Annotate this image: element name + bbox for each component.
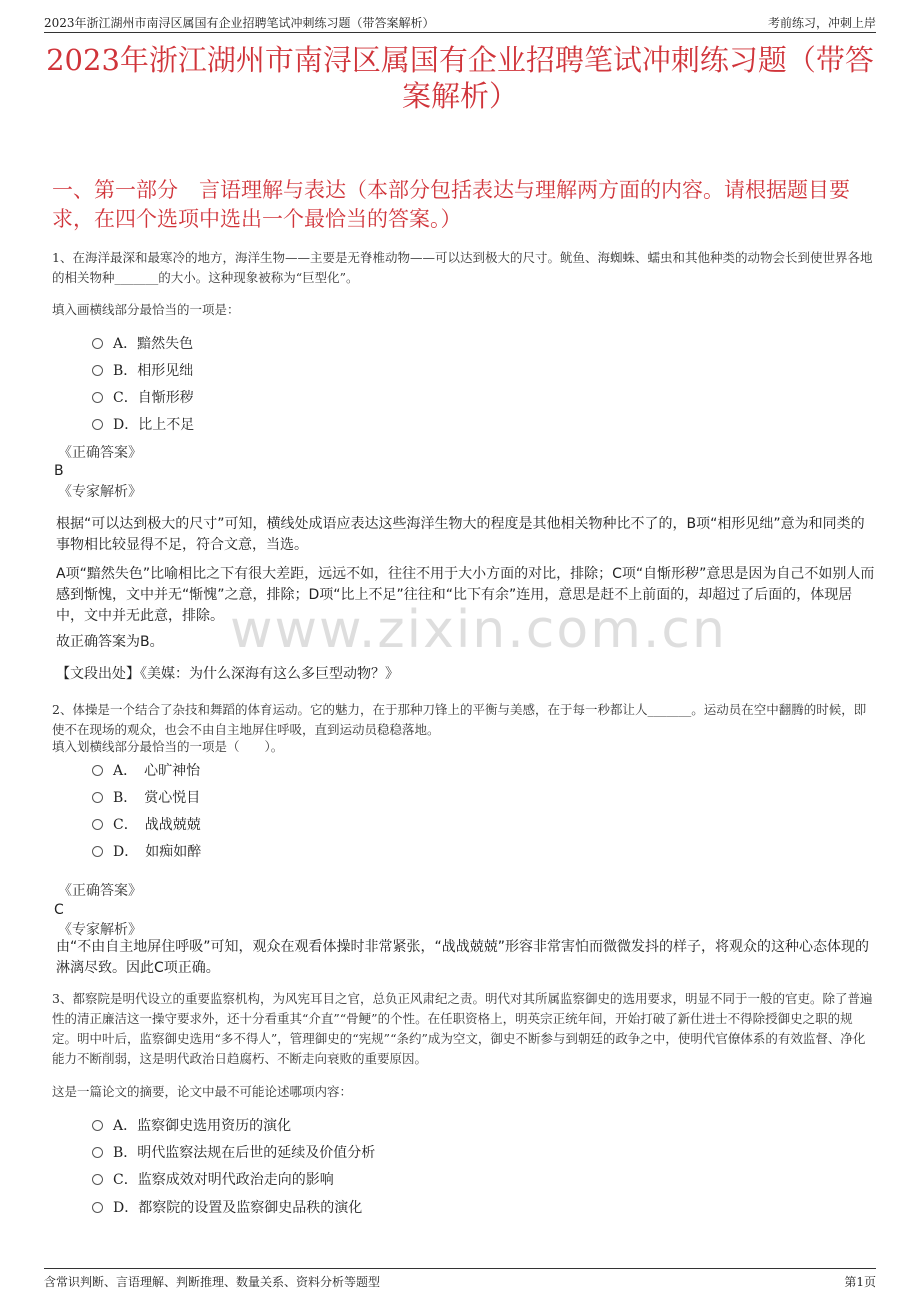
q1-option-a[interactable]: A．黯然失色 (92, 335, 193, 353)
radio-icon[interactable] (92, 792, 103, 803)
q2-option-b[interactable]: B． 赏心悦目 (92, 789, 200, 807)
q2-option-d[interactable]: D． 如痴如醉 (92, 843, 201, 861)
header-right-text: 考前练习，冲刺上岸 (767, 16, 876, 30)
q1-option-b[interactable]: B．相形见绌 (92, 362, 193, 380)
q3-option-c[interactable]: C．监察成效对明代政治走向的影响 (92, 1171, 334, 1189)
q2-answer: C (54, 902, 64, 918)
q1-analysis-paragraph: A项“黯然失色”比喻相比之下有很大差距，远远不如，往往不用于大小方面的对比，排除；C项“自惭形秽”意思是因为自己不如别人而感到惭愧，文中并无“惭愧”之意，排除；D项“比上不足”往往和“比下有余”连用，意思是赶不上前面的，却超过了后面的，体现居中，文中并无此意，排除。 (56, 566, 875, 624)
radio-icon[interactable] (92, 1120, 103, 1131)
q2-option-c[interactable]: C． 战战兢兢 (92, 816, 201, 834)
radio-icon[interactable] (92, 846, 103, 857)
radio-icon[interactable] (92, 392, 103, 403)
page-title: 2023年浙江湖州市南浔区属国有企业招聘笔试冲刺练习题（带答案解析） (46, 43, 874, 113)
q2-stem: 2、体操是一个结合了杂技和舞蹈的体育运动。它的魅力，在于那种刀锋上的平衡与美感，在于每一秒都让人_______。运动员在空中翻腾的时候，即使不在现场的观众，也会不由自主地屏住呼吸，直到运动员稳稳落地。 (52, 702, 867, 737)
radio-icon[interactable] (92, 1202, 103, 1213)
page-number: 第1页 (844, 1275, 876, 1289)
watermark: www.zixin.com.cn (230, 600, 727, 660)
q1-source: 【文段出处】《美媒：为什么深海有这么多巨型动物？》 (56, 666, 399, 682)
q1-answer: B (54, 463, 64, 479)
q1-answer-label: 《正确答案》 (58, 445, 142, 461)
header-left-text: 2023年浙江湖州市南浔区属国有企业招聘笔试冲刺练习题（带答案解析） (44, 16, 435, 30)
radio-icon[interactable] (92, 338, 103, 349)
page-footer (44, 1268, 876, 1289)
page-header (44, 10, 876, 33)
q2-analysis: 由“不由自主地屏住呼吸”可知，观众在观看体操时非常紧张，“战战兢兢”形容非常害怕而微微发抖的样子，将观众的这种心态体现的淋漓尽致。因此C项正确。 (56, 939, 870, 976)
q3-option-a[interactable]: A．监察御史选用资历的演化 (92, 1117, 291, 1135)
q1-analysis-paragraph: 根据“可以达到极大的尺寸”可知，横线处成语应表达这些海洋生物大的程度是其他相关物种比不了的，B项“相形见绌”意为和同类的事物相比较显得不足，符合文意，当选。 (56, 516, 865, 553)
q2-prompt: 填入划横线部分最恰当的一项是（ ）。 (52, 739, 284, 754)
q1-option-c[interactable]: C．自惭形秽 (92, 389, 194, 407)
q1-stem: 1、在海洋最深和最寒冷的地方，海洋生物——主要是无脊椎动物——可以达到极大的尺寸。鱿鱼、海蜘蛛、蠕虫和其他种类的动物会长到使世界各地的相关物种_______的大小。这种现象被称为“巨型化”。 (52, 250, 873, 285)
q3-prompt: 这是一篇论文的摘要，论文中最不可能论述哪项内容： (52, 1084, 353, 1099)
q2-answer-label: 《正确答案》 (58, 883, 142, 899)
radio-icon[interactable] (92, 419, 103, 430)
section-heading: 一、第一部分 言语理解与表达（本部分包括表达与理解两方面的内容。请根据题目要求，在四个选项中选出一个最恰当的答案。） (52, 178, 850, 231)
q3-option-b[interactable]: B．明代监察法规在后世的延续及价值分析 (92, 1144, 375, 1162)
q1-option-d[interactable]: D．比上不足 (92, 416, 194, 434)
q1-analysis-label: 《专家解析》 (58, 484, 142, 500)
q2-option-a[interactable]: A． 心旷神怡 (92, 762, 200, 780)
q1-prompt: 填入画横线部分最恰当的一项是： (52, 302, 240, 317)
radio-icon[interactable] (92, 1147, 103, 1158)
q3-option-d[interactable]: D．都察院的设置及监察御史品秩的演化 (92, 1199, 362, 1217)
q1-analysis-conclusion: 故正确答案为B。 (56, 634, 164, 650)
footer-left-text: 含常识判断、言语理解、判断推理、数量关系、资料分析等题型 (44, 1275, 381, 1289)
q2-analysis-label: 《专家解析》 (58, 922, 142, 938)
radio-icon[interactable] (92, 819, 103, 830)
radio-icon[interactable] (92, 765, 103, 776)
radio-icon[interactable] (92, 365, 103, 376)
radio-icon[interactable] (92, 1174, 103, 1185)
q3-stem: 3、都察院是明代设立的重要监察机构，为风宪耳目之官，总负正风肃纪之责。明代对其所属监察御史的选用要求，明显不同于一般的官吏。除了普遍性的清正廉洁这一操守要求外，还十分看重其“介直”“骨鲠”的个性。在任职资格上，明英宗正统年间，开始打破了新仕进士不得除授御史之职的规定。明中叶后，监察御史选用“多不得人”，管理御史的“宪规”“条约”成为空文，御史不断参与到朝廷的政争之中，使明代官僚体系的有效监督、净化能力不断削弱，这是明代政治日趋腐朽、不断走向衰败的重要原因。 (52, 991, 873, 1066)
